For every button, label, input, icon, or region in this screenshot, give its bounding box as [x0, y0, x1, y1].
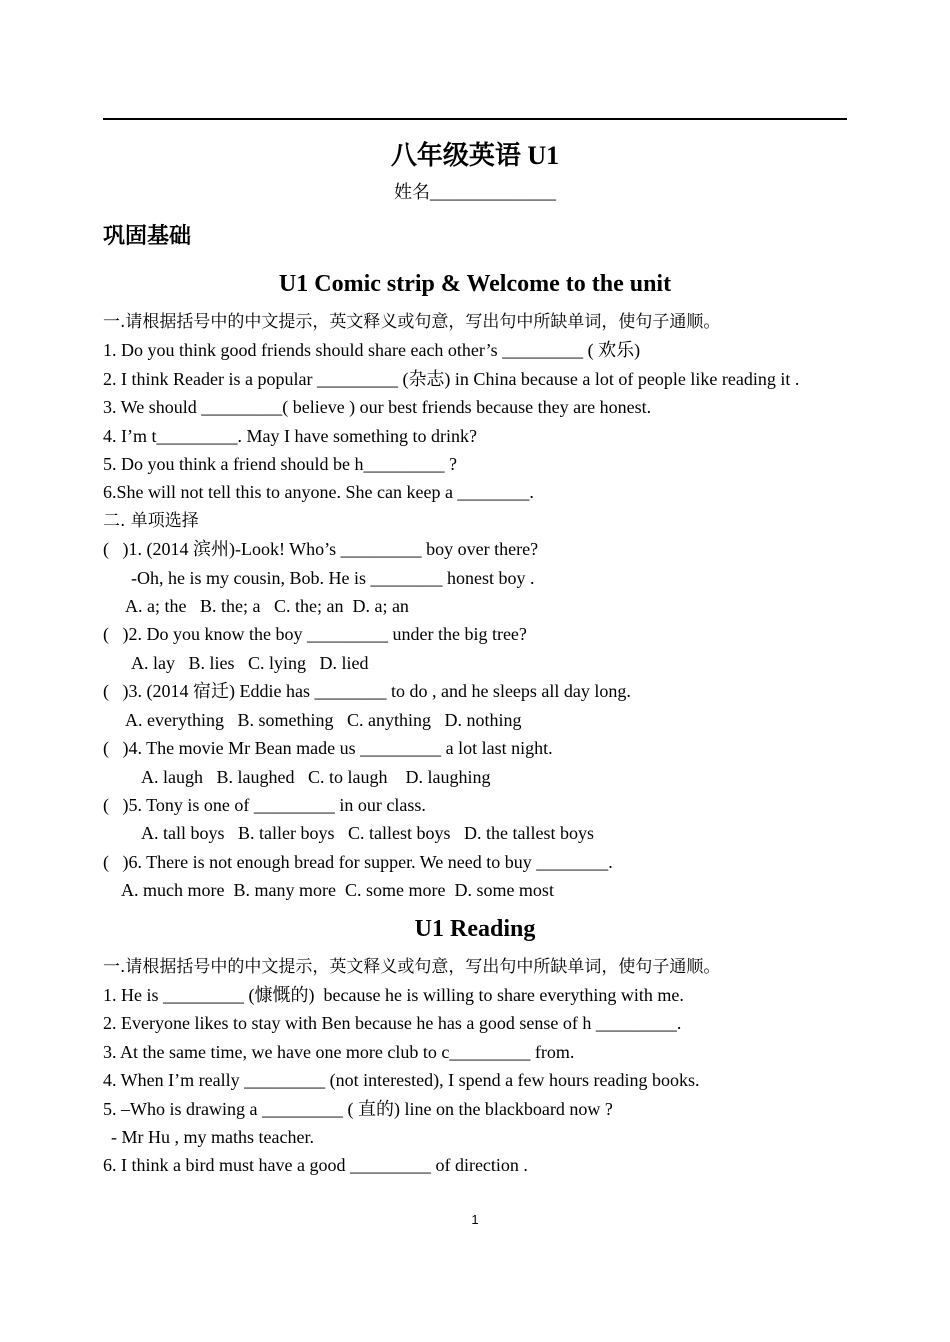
unit2-item-2: 2. Everyone likes to stay with Ben because he has a good sense of h _________.	[103, 1013, 682, 1034]
question-4-options: A. laugh B. laughed C. to laugh D. laughing	[141, 766, 491, 787]
unit2-heading: U1 Reading	[414, 915, 536, 942]
header-rule	[103, 118, 847, 120]
question-5: ( )5. Tony is one of _________ in our class.	[103, 794, 426, 815]
question-3: ( )3. (2014 宿迁) Eddie has ________ to do , and he sleeps all day long.	[103, 681, 631, 702]
page-number: 1	[471, 1212, 479, 1227]
question-1-options: A. a; the B. the; a C. the; an D. a; an	[125, 596, 409, 617]
unit1-item-5: 5. Do you think a friend should be h_________ ?	[103, 454, 457, 475]
unit2-item-3: 3. At the same time, we have one more club to c_________ from.	[103, 1041, 575, 1062]
unit1-item-6: 6.She will not tell this to anyone. She can keep a ________.	[103, 482, 534, 503]
unit2-part1-instruction: 一.请根据括号中的中文提示，英文释义或句意，写出句中所缺单词，使句子通顺。	[103, 956, 721, 977]
question-6: ( )6. There is not enough bread for supper. We need to buy ________.	[103, 851, 613, 872]
name-field-label: 姓名______________	[394, 182, 556, 202]
unit2-item-1: 1. He is _________ (慷慨的) because he is willing to share everything with me.	[103, 984, 684, 1005]
unit1-item-3: 3. We should _________( believe ) our best friends because they are honest.	[103, 397, 652, 418]
unit2-item-6: 6. I think a bird must have a good _________ of direction .	[103, 1155, 528, 1176]
section-heading: 巩固基础	[103, 224, 192, 249]
question-5-options: A. tall boys B. taller boys C. tallest boys D. the tallest boys	[141, 823, 594, 844]
unit1-item-2: 2. I think Reader is a popular _________ (杂志) in China because a lot of people like reading it .	[103, 368, 800, 389]
unit2-item-4: 4. When I’m really _________ (not interested), I spend a few hours reading books.	[103, 1070, 700, 1091]
unit2-item-5: 5. –Who is drawing a _________ ( 直的) line on the blackboard now ?	[103, 1098, 613, 1119]
question-1-response: -Oh, he is my cousin, Bob. He is ________ honest boy .	[131, 567, 535, 588]
question-2-options: A. lay B. lies C. lying D. lied	[131, 652, 369, 673]
page-title: 八年级英语 U1	[390, 141, 560, 170]
question-4: ( )4. The movie Mr Bean made us _________ a lot last night.	[103, 738, 553, 759]
question-6-options: A. much more B. many more C. some more D. some most	[121, 880, 554, 901]
question-3-options: A. everything B. something C. anything D. nothing	[125, 709, 522, 730]
unit1-heading: U1 Comic strip & Welcome to the unit	[278, 271, 672, 297]
unit1-part2-instruction: 二. 单项选择	[103, 510, 199, 531]
unit2-item-5-response: - Mr Hu , my maths teacher.	[111, 1126, 314, 1147]
unit1-part1-instruction: 一.请根据括号中的中文提示，英文释义或句意，写出句中所缺单词，使句子通顺。	[103, 312, 721, 332]
unit1-item-1: 1. Do you think good friends should share each other’s _________ ( 欢乐)	[103, 340, 641, 361]
unit1-item-4: 4. I’m t_________. May I have something to drink?	[103, 425, 477, 446]
question-2: ( )2. Do you know the boy _________ under the big tree?	[103, 624, 527, 645]
document-content	[103, 134, 863, 1180]
question-1: ( )1. (2014 滨州)-Look! Who’s _________ boy over there?	[103, 539, 539, 560]
